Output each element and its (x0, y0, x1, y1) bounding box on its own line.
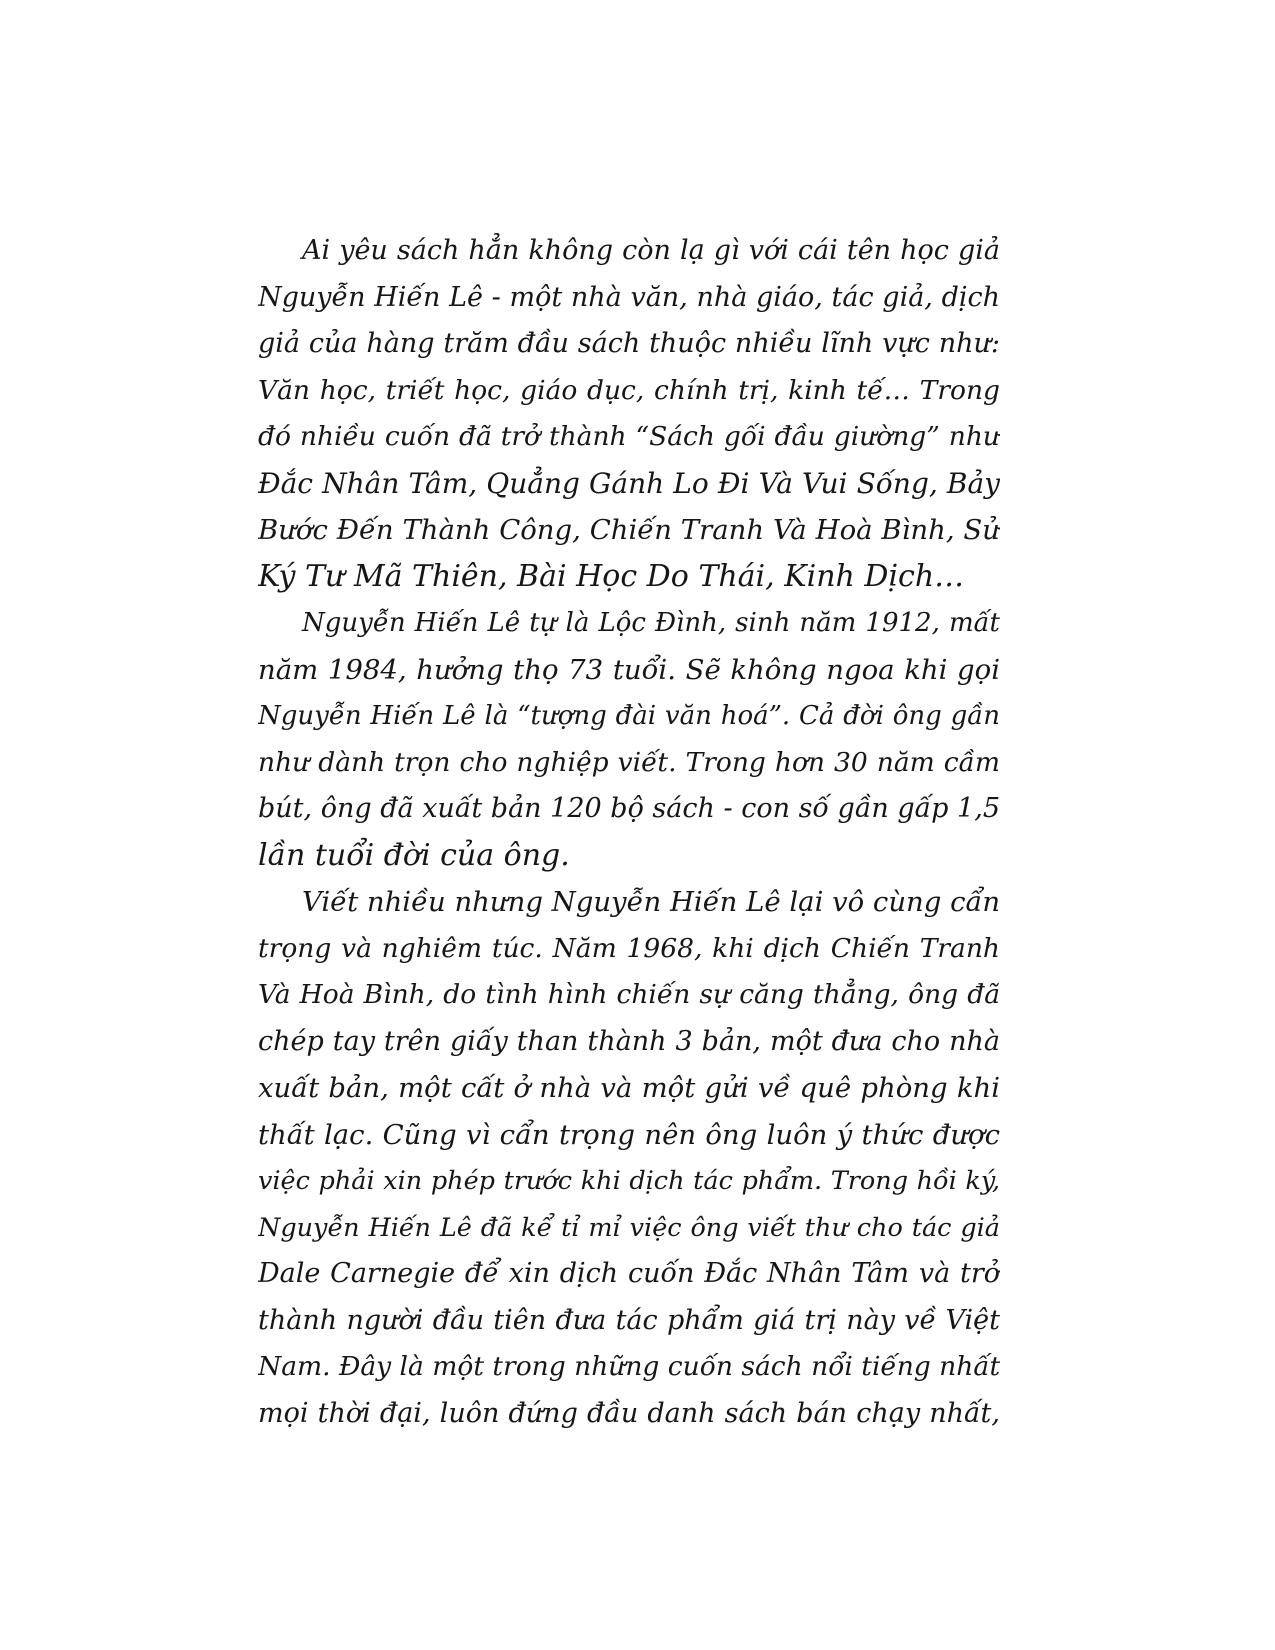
text-line: xuất bản, một cất ở nhà và một gửi về quê phòng khi (258, 1072, 1000, 1104)
text-line: đó nhiều cuốn đã trở thành “Sách gối đầu giường” như (258, 421, 1000, 452)
text-line: Ký Tư Mã Thiên, Bài Học Do Thái, Kinh Dịch… (258, 558, 965, 594)
text-line: Nguyễn Hiến Lê đã kể tỉ mỉ việc ông viết thư cho tác giả (258, 1212, 1000, 1243)
text-line: Dale Carnegie để xin dịch cuốn Đắc Nhân Tâm và trở (258, 1258, 1000, 1289)
text-line: năm 1984, hưởng thọ 73 tuổi. Sẽ không ngoa khi gọi (258, 653, 1000, 686)
text-line: Nguyễn Hiến Lê là “tượng đài văn hoá”. Cả đời ông gần (258, 701, 1000, 731)
text-line: Nam. Đây là một trong những cuốn sách nổi tiếng nhất (258, 1351, 1000, 1382)
text-line: Nguyễn Hiến Lê - một nhà văn, nhà giáo, tác giả, dịch (258, 281, 1000, 313)
text-line: Bước Đến Thành Công, Chiến Tranh Và Hoà Bình, Sử (258, 514, 1000, 546)
text-line: Và Hoà Bình, do tình hình chiến sự căng thẳng, ông đã (258, 979, 1000, 1010)
paragraph-3 (258, 879, 1000, 1437)
text-line: Ai yêu sách hẳn không còn lạ gì với cái tên học giả (302, 235, 1000, 266)
text-line: trọng và nghiêm túc. Năm 1968, khi dịch Chiến Tranh (258, 932, 1000, 964)
text-line: thành người đầu tiên đưa tác phẩm giá trị này về Việt (258, 1304, 1000, 1336)
text-line: giả của hàng trăm đầu sách thuộc nhiều lĩnh vực như: (258, 328, 1000, 359)
text-line: mọi thời đại, luôn đứng đầu danh sách bán chạy nhất, (258, 1397, 1000, 1429)
text-line: Nguyễn Hiến Lê tự là Lộc Đình, sinh năm 1912, mất (302, 608, 1000, 638)
paragraph-1 (258, 228, 1000, 600)
text-line: thất lạc. Cũng vì cẩn trọng nên ông luôn ý thức được (258, 1118, 1000, 1151)
text-line: Đắc Nhân Tâm, Quẳng Gánh Lo Đi Và Vui Sống, Bảy (258, 466, 1000, 500)
paragraph-2 (258, 600, 1000, 879)
body-text (258, 228, 1000, 1437)
text-line: chép tay trên giấy than thành 3 bản, một đưa cho nhà (258, 1025, 1000, 1057)
text-line: như dành trọn cho nghiệp viết. Trong hơn 30 năm cầm (258, 746, 1000, 778)
text-line: việc phải xin phép trước khi dịch tác phẩm. Trong hồi ký, (258, 1166, 1000, 1196)
text-line: lần tuổi đời của ông. (258, 837, 570, 873)
text-line: bút, ông đã xuất bản 120 bộ sách - con số gần gấp 1,5 (258, 793, 1000, 824)
text-line: Văn học, triết học, giáo dục, chính trị, kinh tế… Trong (258, 374, 1000, 406)
text-line: Viết nhiều nhưng Nguyễn Hiến Lê lại vô cùng cẩn (302, 886, 1000, 918)
